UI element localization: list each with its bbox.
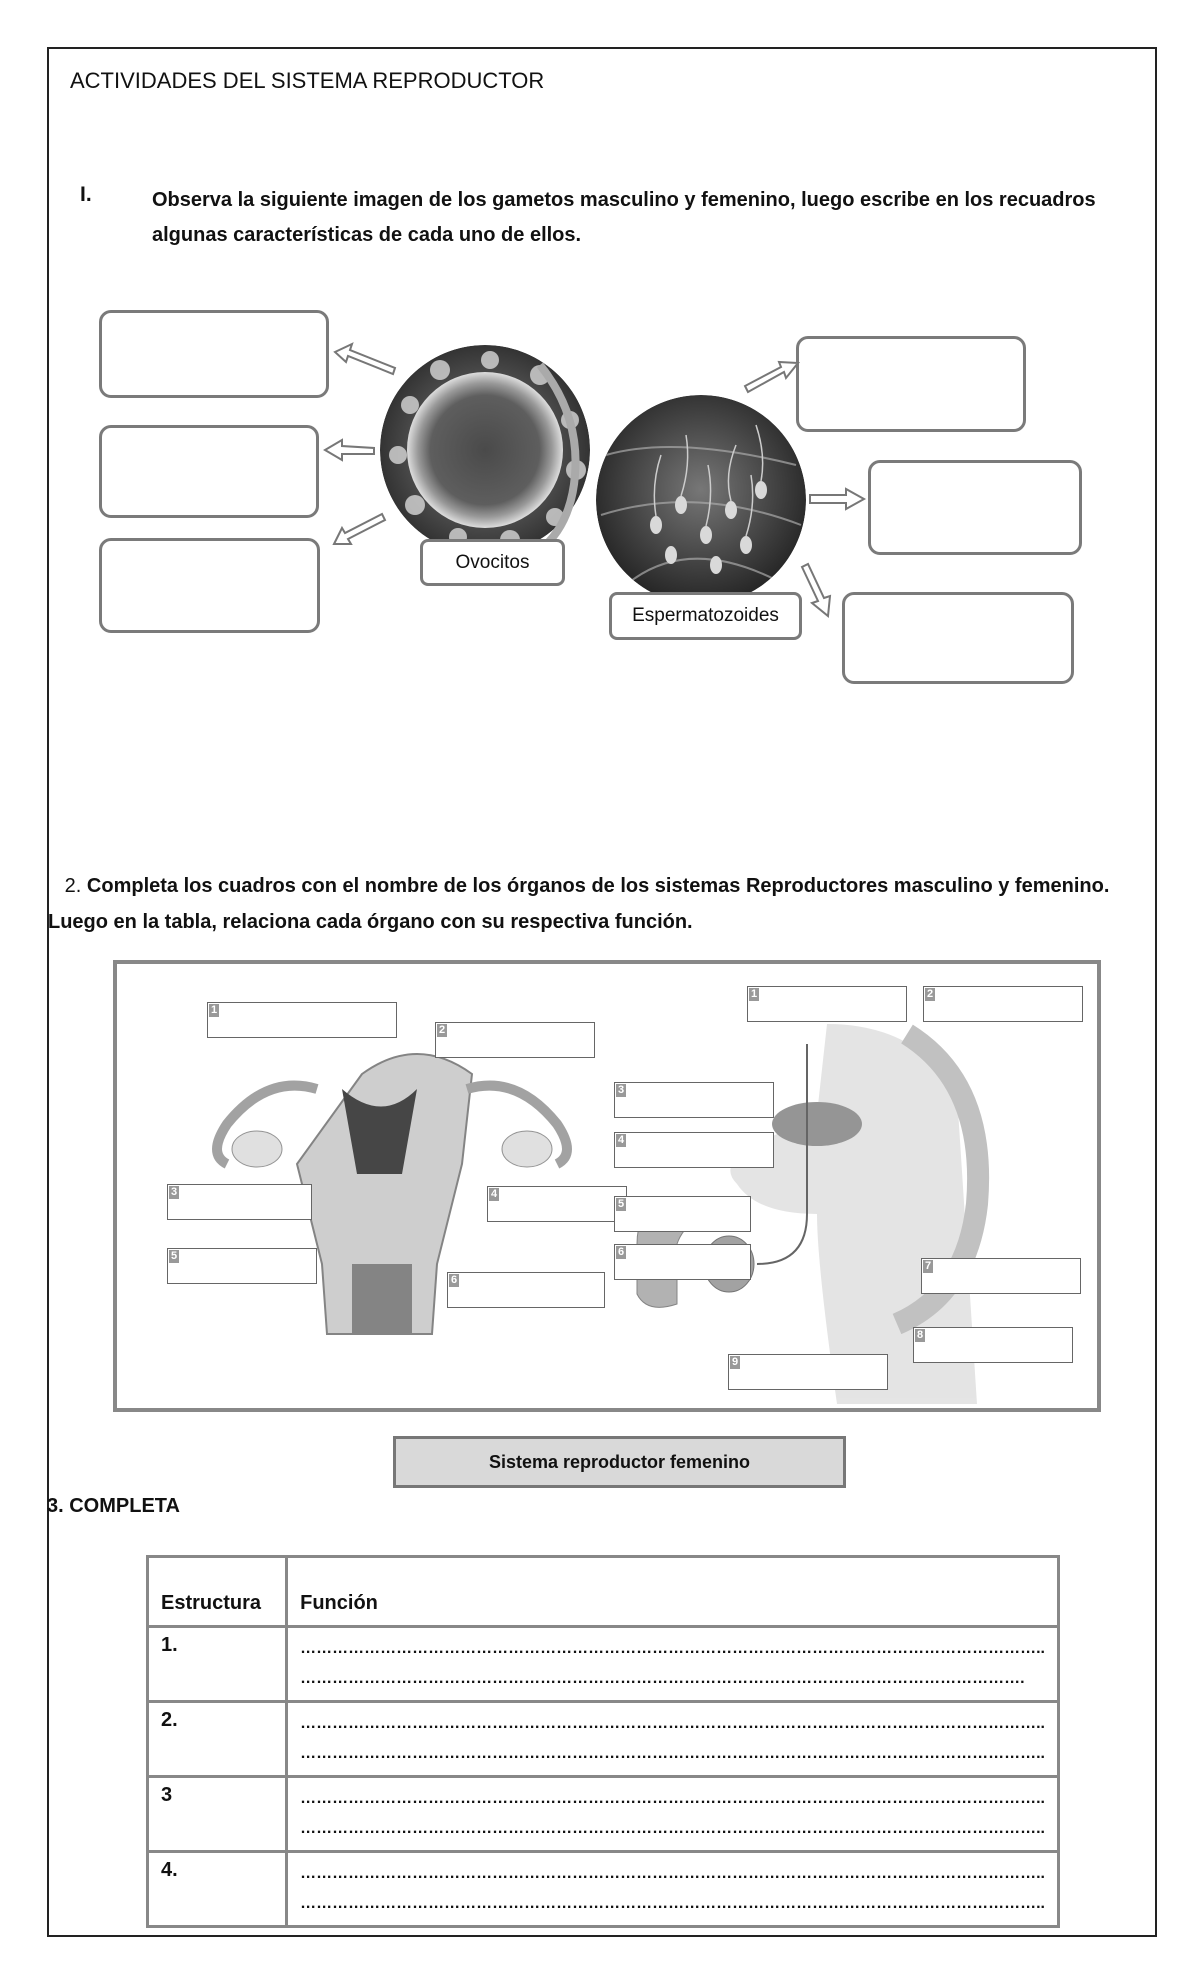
diagram-caption: Sistema reproductor femenino	[393, 1436, 846, 1488]
male-label-box-5[interactable]	[614, 1196, 751, 1232]
arrow-left-icon	[330, 510, 390, 548]
male-label-number: 4	[618, 1134, 625, 1146]
row-3-function[interactable]	[287, 1777, 1059, 1852]
header-funcion: Función	[287, 1557, 1059, 1627]
row-4-key: 4.	[148, 1852, 287, 1927]
arrow-left-icon	[322, 436, 378, 466]
question-1-text: Observa la siguiente imagen de los gametos masculino y femenino, luego escribe en los recuadros algunas características de cada uno de ellos.	[152, 189, 1096, 246]
question-2-text	[48, 868, 1158, 940]
male-label-number: 1	[751, 988, 758, 1000]
male-label-number: 8	[917, 1329, 924, 1341]
function-table	[146, 1555, 1060, 1928]
arrow-right-icon	[806, 485, 868, 515]
female-label-number: 1	[211, 1004, 218, 1016]
male-label-box-3[interactable]	[614, 1082, 774, 1118]
male-label-number: 2	[927, 988, 934, 1000]
row-3-line-1: …………………………………………………………………………………………………………………………..	[300, 1790, 1045, 1807]
female-label-box-3[interactable]	[167, 1184, 312, 1220]
male-label-number: 3	[618, 1084, 625, 1096]
female-label-number: 5	[171, 1250, 178, 1262]
female-label-box-4[interactable]	[487, 1186, 627, 1222]
espermatozoides-image	[596, 395, 806, 605]
row-4-function[interactable]	[287, 1852, 1059, 1927]
answer-box-ovocito-3[interactable]	[99, 538, 320, 633]
arrow-left-icon	[330, 340, 400, 380]
row-4-line-1: …………………………………………………………………………………………………………………………..	[300, 1865, 1045, 1882]
female-label-box-5[interactable]	[167, 1248, 317, 1284]
question-3-title: 3. COMPLETA	[47, 1495, 180, 1517]
label-ovocitos: Ovocitos	[420, 539, 565, 586]
row-2-line-1: …………………………………………………………………………………………………………………………..	[300, 1715, 1045, 1732]
answer-box-ovocito-2[interactable]	[99, 425, 319, 518]
female-label-number: 4	[491, 1188, 498, 1200]
answer-box-ovocito-1[interactable]	[99, 310, 329, 398]
male-label-box-1[interactable]	[747, 986, 907, 1022]
reproductive-systems-diagram	[113, 960, 1101, 1412]
female-label-number: 3	[171, 1186, 178, 1198]
page-title: ACTIVIDADES DEL SISTEMA REPRODUCTOR	[70, 68, 545, 93]
answer-box-esperma-1[interactable]	[796, 336, 1026, 432]
arrow-right-icon	[740, 358, 802, 398]
row-1-line-1: …………………………………………………………………………………………………………………………..	[300, 1640, 1045, 1657]
male-label-box-9[interactable]	[728, 1354, 888, 1390]
arrow-down-icon	[798, 560, 838, 620]
female-label-box-1[interactable]	[207, 1002, 397, 1038]
male-label-number: 7	[925, 1260, 932, 1272]
row-1-line-2: ……………………………………………………………………………………………………………………….	[300, 1670, 1025, 1687]
row-1-function[interactable]	[287, 1627, 1059, 1702]
row-3-key: 3	[148, 1777, 287, 1852]
female-label-number: 6	[451, 1274, 458, 1286]
female-label-box-2[interactable]	[435, 1022, 595, 1058]
male-label-number: 5	[618, 1198, 625, 1210]
answer-box-esperma-2[interactable]	[868, 460, 1082, 555]
question-2-body: Completa los cuadros con el nombre de los órganos de los sistemas Reproductores masculino y femenino. Luego en la tabla, relaciona cada órgano con su respectiva función.	[48, 875, 1110, 933]
male-label-box-4[interactable]	[614, 1132, 774, 1168]
row-2-key: 2.	[148, 1702, 287, 1777]
female-label-number: 2	[439, 1024, 446, 1036]
row-2-function[interactable]	[287, 1702, 1059, 1777]
ovocito-frame-decoration	[535, 355, 585, 555]
row-2-line-2: …………………………………………………………………………………………………………………………..	[300, 1745, 1045, 1762]
question-2-number: 2.	[64, 875, 82, 897]
question-1-number: I.	[80, 183, 92, 206]
male-label-box-2[interactable]	[923, 986, 1083, 1022]
female-label-box-6[interactable]	[447, 1272, 605, 1308]
row-3-line-2: …………………………………………………………………………………………………………………………..	[300, 1820, 1045, 1837]
header-estructura: Estructura	[148, 1557, 287, 1627]
male-label-box-7[interactable]	[921, 1258, 1081, 1294]
row-4-line-2: …………………………………………………………………………………………………………………………..	[300, 1895, 1045, 1912]
male-label-number: 6	[618, 1246, 625, 1258]
male-label-box-8[interactable]	[913, 1327, 1073, 1363]
male-label-number: 9	[732, 1356, 739, 1368]
answer-box-esperma-3[interactable]	[842, 592, 1074, 684]
row-1-key: 1.	[148, 1627, 287, 1702]
label-espermatozoides: Espermatozoides	[609, 592, 802, 640]
male-label-box-6[interactable]	[614, 1244, 751, 1280]
